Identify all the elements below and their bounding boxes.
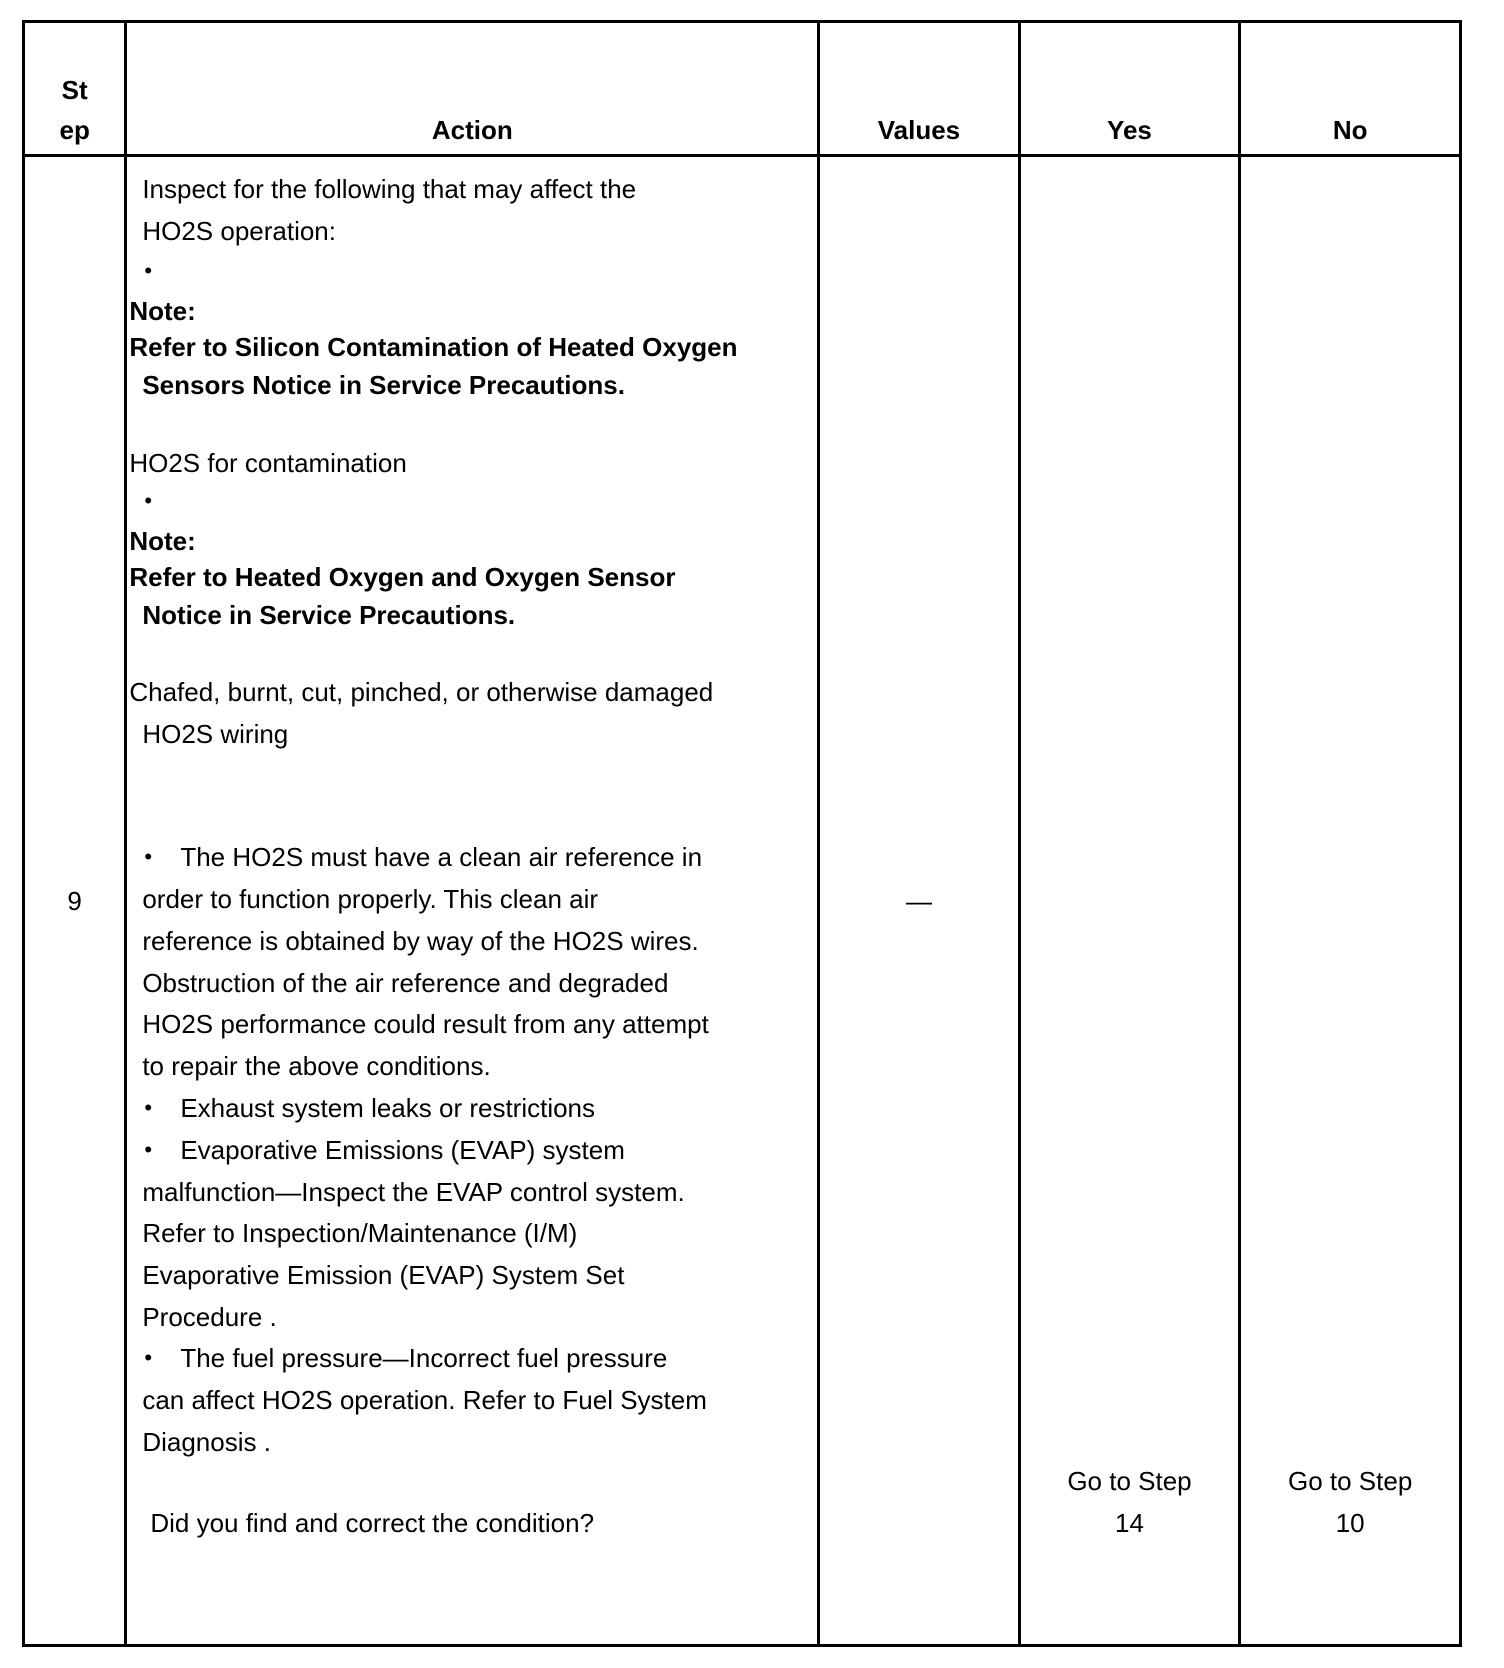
bullet-fuel: • [144,1345,153,1370]
question-line: Did you find and correct the condition? [150,1508,595,1538]
step-number: 9 [67,886,82,916]
bullet-ref: • [144,844,153,869]
evap-line-1: Evaporative Emissions (EVAP) system [180,1135,625,1165]
bullet-2: • [144,488,153,513]
exhaust-line: Exhaust system leaks or restrictions [180,1093,596,1123]
note-2-line-2: Notice in Service Precautions. [142,600,516,630]
diagnostic-table [22,20,1462,1647]
ref-line-4: Obstruction of the air reference and degraded [142,968,669,998]
bullet-evap: • [144,1137,153,1162]
ref-line-6: to repair the above conditions. [142,1051,491,1081]
header-action: Action [126,22,819,156]
evap-line-5: Procedure . [142,1302,277,1332]
evap-line-3: Refer to Inspection/Maintenance (I/M) [142,1218,578,1248]
yes-cell [1019,156,1240,1646]
values-dash: — [905,886,932,916]
ref-line-5: HO2S performance could result from any attempt [142,1009,709,1039]
note-2-line-1: Refer to Heated Oxygen and Oxygen Sensor [129,562,676,592]
intro-line-2: HO2S operation: [142,216,336,246]
values-cell [819,156,1019,1646]
no-goto-line-2: 10 [1335,1508,1365,1538]
fuel-line-1: The fuel pressure—Incorrect fuel pressure [180,1343,668,1373]
no-cell [1240,156,1461,1646]
header-step [24,22,126,156]
note-1-line-2: Sensors Notice in Service Precautions. [142,370,625,400]
intro-line-1: Inspect for the following that may affect the [142,174,637,204]
header-step-line-2: ep [59,115,90,145]
note-1-line-1: Refer to Silicon Contamination of Heated Oxygen [129,332,738,362]
header-values: Values [819,22,1019,156]
bullet-1: • [144,258,153,283]
yes-goto-line-2: 14 [1115,1508,1144,1538]
header-row [24,22,1461,156]
step-cell [24,156,126,1646]
item-wiring-line-2: HO2S wiring [142,719,289,749]
ref-line-3: reference is obtained by way of the HO2S wires. [142,926,699,956]
fuel-line-3: Diagnosis . [142,1427,271,1457]
bullet-exhaust: • [144,1095,153,1120]
header-no: No [1240,22,1461,156]
header-yes: Yes [1019,22,1240,156]
note-2-label: Note: [129,526,196,556]
no-goto-line-1: Go to Step [1287,1466,1413,1496]
table-row [24,156,1461,1646]
evap-line-4: Evaporative Emission (EVAP) System Set [142,1260,625,1290]
action-cell [126,156,819,1646]
header-step-line-1: St [61,75,88,105]
evap-line-2: malfunction—Inspect the EVAP control system. [142,1177,685,1207]
item-contamination: HO2S for contamination [129,448,407,478]
item-wiring-line-1: Chafed, burnt, cut, pinched, or otherwise damaged [129,677,714,707]
ref-line-2: order to function properly. This clean air [142,884,599,914]
yes-goto-line-1: Go to Step [1067,1466,1192,1496]
note-1-label: Note: [129,296,196,326]
fuel-line-2: can affect HO2S operation. Refer to Fuel System [142,1385,707,1415]
ref-line-1: The HO2S must have a clean air reference in [180,842,703,872]
